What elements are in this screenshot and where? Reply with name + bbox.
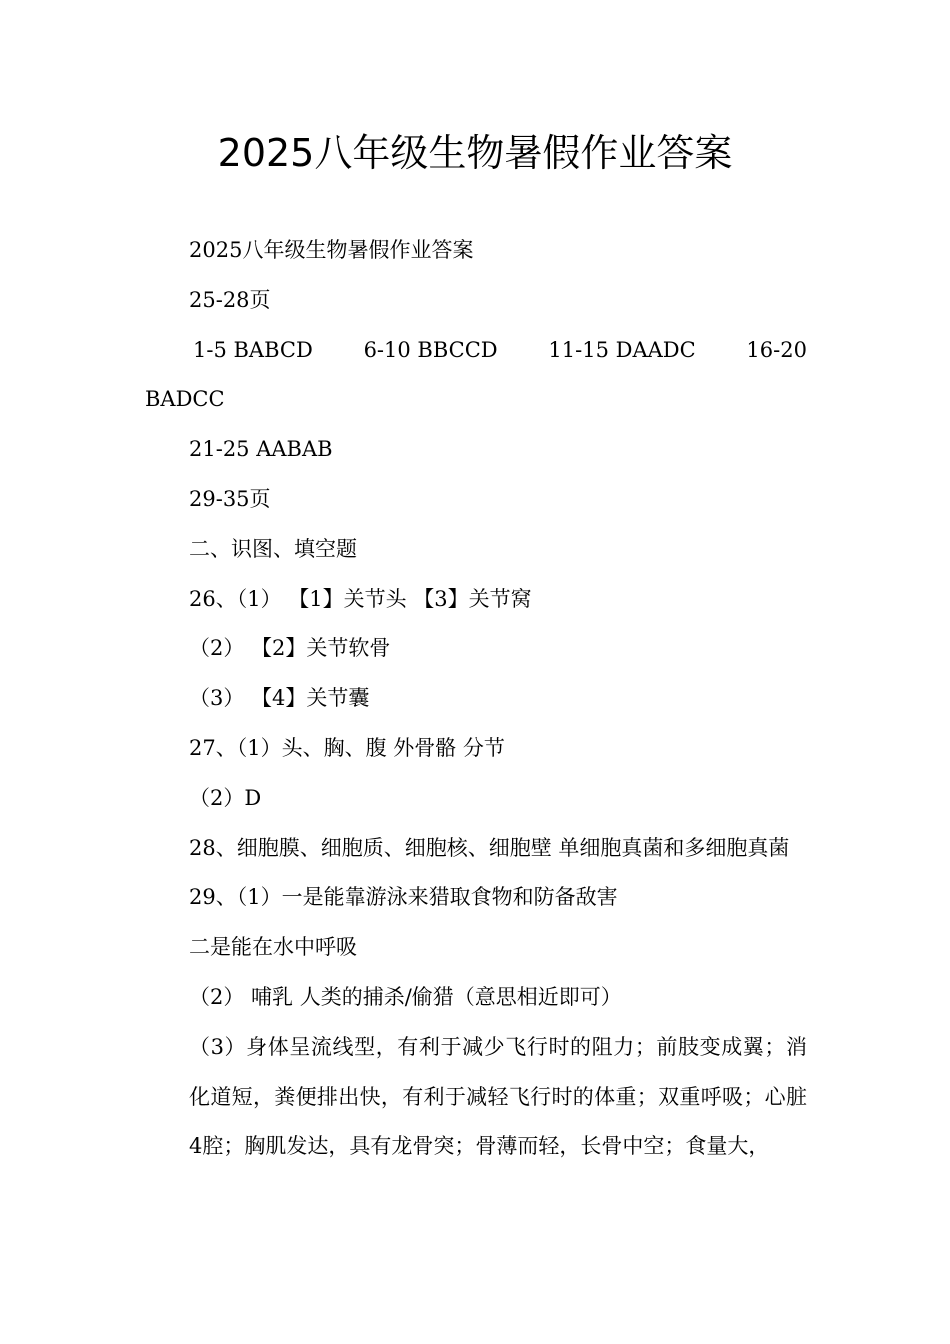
question-28: 28、细胞膜、细胞质、细胞核、细胞壁 单细胞真菌和多细胞真菌: [189, 835, 790, 860]
question-26-2: （2） 【2】关节软骨: [189, 636, 391, 661]
question-29-2: （2） 哺乳 人类的捕杀/偷猎（意思相近即可）: [189, 984, 622, 1009]
answer-11-15: 11-15 DAADC: [548, 337, 696, 362]
question-29-1: 29、（1）一是能靠游泳来猎取食物和防备敌害: [189, 885, 618, 910]
answer-16-20-value: BADCC: [145, 387, 225, 412]
question-27-2: （2）D: [189, 785, 262, 810]
page-range-25-28: 25-28页: [189, 287, 271, 312]
answer-1-5: 1-5 BABCD: [193, 337, 313, 362]
subtitle-line: 2025八年级生物暑假作业答案: [189, 238, 474, 262]
document-body: [145, 226, 807, 1172]
question-26-3: （3） 【4】关节囊: [189, 686, 370, 711]
section-heading-2: 二、识图、填空题: [189, 536, 357, 561]
question-29-3: （3）身体呈流线型，有利于减少飞行时的阻力；前肢变成翼；消化道短，粪便排出快，有利于减轻飞行时的体重；双重呼吸；心脏4腔；胸肌发达，具有龙骨突；骨薄而轻，长骨中空；食量大，: [189, 1034, 807, 1159]
document-title: 2025八年级生物暑假作业答案: [217, 131, 733, 175]
answer-21-25: 21-25 AABAB: [189, 437, 333, 462]
answer-16-20-label: 16-20: [746, 337, 807, 362]
page-range-29-35: 29-35页: [189, 486, 271, 511]
question-26-1: 26、（1） 【1】关节头 【3】关节窝: [189, 586, 532, 611]
answer-6-10: 6-10 BBCCD: [363, 337, 498, 362]
question-29-1-continued: 二是能在水中呼吸: [189, 935, 357, 960]
answers-row-1-20: [145, 326, 807, 376]
question-27-1: 27、（1）头、胸、腹 外骨骼 分节: [189, 735, 505, 760]
